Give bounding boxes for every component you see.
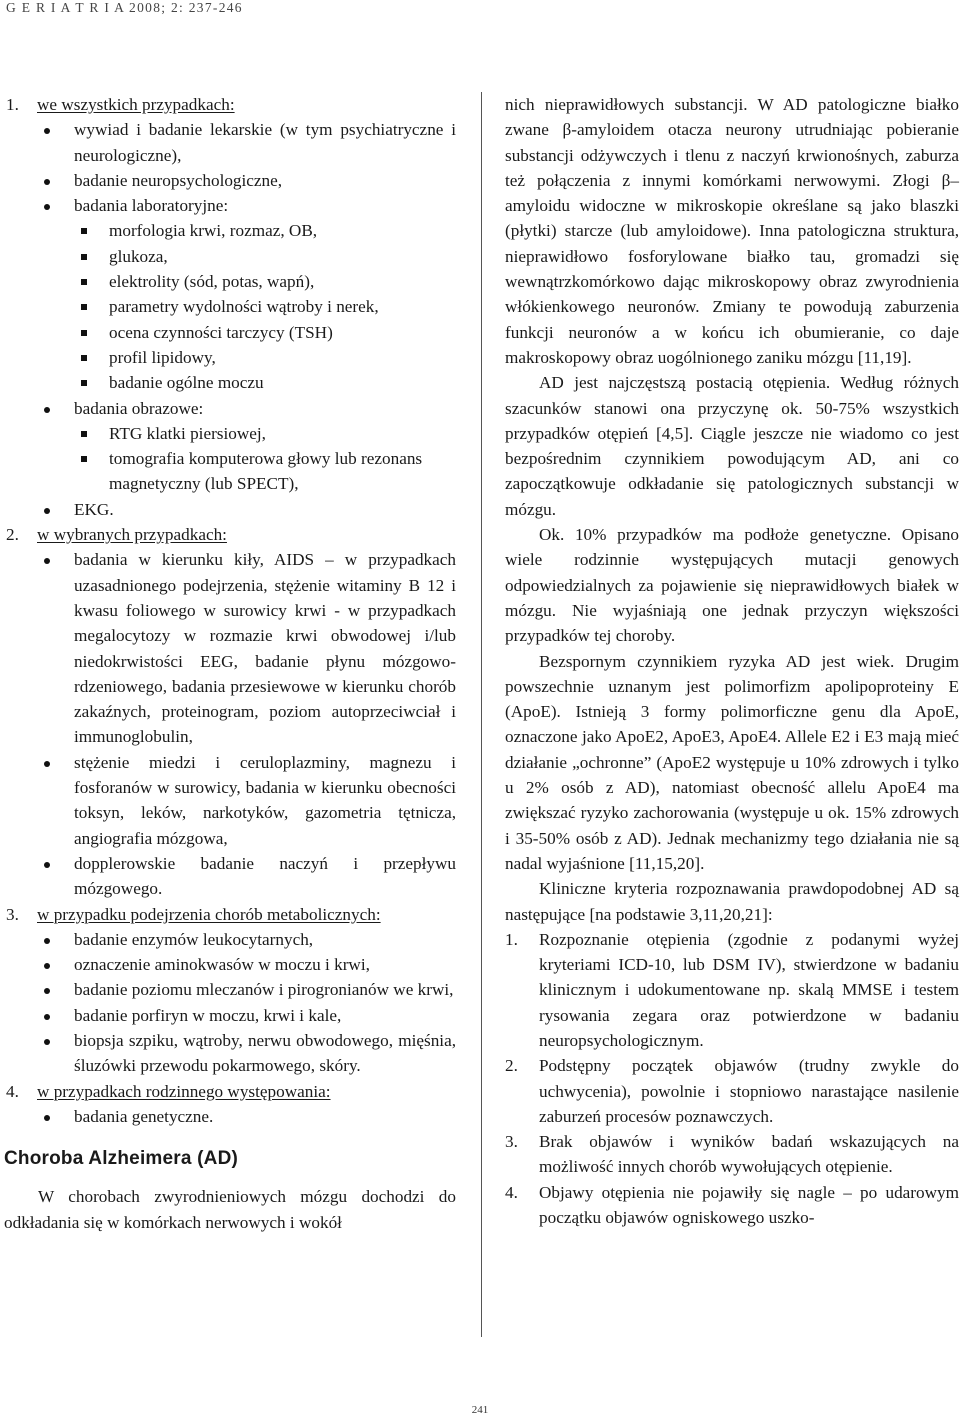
section-title: Choroba Alzheimera (AD) — [4, 1148, 239, 1170]
criterion — [505, 1053, 959, 1129]
sub-bullet-item: RTG klatki piersiowej, — [4, 421, 456, 446]
exam-list — [4, 92, 456, 1129]
sub-bullet-item: profil lipidowy, — [4, 345, 456, 370]
sub-bullet-item: tomografia komputerowa głowy lub rezonans magnetyczny (lub SPECT), — [4, 446, 456, 497]
bullet-item: badanie porfiryn w moczu, krwi i kale, — [4, 1003, 456, 1028]
sub-bullet-item: glukoza, — [4, 244, 456, 269]
exam-group — [4, 522, 456, 901]
criterion-text: Rozpoznanie otępienia (zgodnie z podanymi wyżej kryteriami ICD-10, lub DSM IV), stwierdzone w badaniu klinicznym i udokumentowane np. skalą MMSE i testem rysowania zegara oraz potwierdzone w badaniu neuropsychologicznym. — [539, 929, 959, 1050]
item-number: 1. — [6, 95, 19, 114]
item-title: w wybranych przypadkach: — [37, 525, 227, 545]
item-title: we wszystkich przypadkach: — [37, 95, 235, 114]
bullet-item: EKG. — [4, 497, 456, 522]
bullet-item: oznaczenie aminokwasów w moczu i krwi, — [4, 952, 456, 977]
exam-group — [4, 1079, 456, 1130]
bullet-item: badania w kierunku kiły, AIDS – w przypadkach uzasadnionego podejrzenia, stężenie witaminy B 12 i kwasu foliowego w surowicy krwi - w przypadkach megalocytozy w rozmazie krwi obwodowej i/lub niedokrwistości EEG, badanie płynu mózgowo-rdzeniowego, badania przesiewowe w kierunku chorób zakaźnych, proteinogram, poziom autoprzeciwciał i immunoglobulin, — [4, 547, 456, 749]
item-number: 2. — [6, 525, 19, 545]
bullet-item: badanie enzymów leukocytarnych, — [4, 927, 456, 952]
criterion-text: Podstępny początek objawów (trudny zwykle do uchwycenia), powolnie i stopniowo narastające nasilenie zaburzeń procesów poznawczych. — [539, 1056, 959, 1126]
right-column — [505, 92, 959, 1230]
criterion-number: 4. — [505, 1182, 518, 1202]
bullet-item: stężenie miedzi i ceruloplazminy, magnezu i fosforanów w surowicy, badania w kierunku obecności toksyn, leków, narkotyków, gazometria tętnicza, angiografia mózgowa, — [4, 750, 456, 851]
page-number: 241 — [471, 1404, 489, 1416]
item-title: w przypadkach rodzinnego występowania: — [37, 1081, 331, 1101]
item-number: 3. — [6, 904, 19, 924]
paragraph: Bezspornym czynnikiem ryzyka AD jest wiek. Drugim powszechnie uznanym jest polimorfizm apolipoproteiny E (ApoE). Istnieją 3 formy polimorficzne genu dla ApoE, oznaczone jako ApoE2, ApoE3, ApoE4. Allele E2 i E3 mają mieć działanie „ochronne” (ApoE2 występuje u 10% zdrowych i tylko u 2% osób z AD), natomiast obecność allelu ApoE4 ma zwiększać ryzyko zachorowania (występuje u ok. 15% zdrowych i 35-50% osób z AD). Jednak mechanizmy tego działania nie są nadal wyjaśnione [11,15,20]. — [505, 651, 959, 873]
bullet-item: badania genetyczne. — [4, 1104, 456, 1129]
sub-bullet-item: badanie ogólne moczu — [4, 370, 456, 395]
criterion-number: 1. — [505, 929, 518, 949]
criterion-text: Brak objawów i wyników badań wskazujących na możliwość innych chorób wywołujących otępienie. — [539, 1132, 959, 1177]
running-head: G E R I A T R I A 2008; 2: 237-246 — [6, 0, 243, 15]
bullet-item: wywiad i badanie lekarskie (w tym psychiatryczne i neurologiczne), — [4, 117, 456, 168]
criterion — [505, 1180, 959, 1231]
section-paragraph: W chorobach zwyrodnieniowych mózgu dochodzi do odkładania się w komórkach nerwowych i wokół — [4, 1187, 456, 1232]
criteria-list — [505, 927, 959, 1231]
column-divider — [481, 92, 482, 1337]
sub-bullet-item: ocena czynności tarczycy (TSH) — [4, 320, 456, 345]
bullet-item: badanie neuropsychologiczne, — [4, 168, 456, 193]
bullet-item: badanie poziomu mleczanów i pirogronianów we krwi, — [4, 977, 456, 1002]
criterion — [505, 927, 959, 1053]
bullet-list — [37, 927, 456, 1079]
exam-group — [4, 902, 456, 1079]
criterion — [505, 1129, 959, 1180]
paragraph: nich nieprawidłowych substancji. W AD patologiczne białko zwane β-amyloidem otacza neurony utrudniając pobieranie substancji odżywczych i tlenu z naczyń krwionośnych, zaburza też połączenia z innymi komórkami nerwowymi. Złogi β–amyloidu widoczne w mikroskopie określane są jako blaszki (płytki) starcze (lub amyloidowe). Inna patologiczna struktura, nieprawidłowo fosforylowane białko tau, gromadzi się wewnątrzkomórkowo dając mikroskopowy obraz zwyrodnienia włókienkowego neuronów. Zmiany te powodują zaburzenia funkcji neuronów a w końcu ich obumieranie, co daje makroskopowy obraz uogólnionego zaniku mózgu [11,19]. — [505, 95, 959, 367]
bullet-item: badania obrazowe: — [4, 396, 456, 421]
body-text — [505, 92, 959, 927]
criterion-number: 2. — [505, 1056, 518, 1076]
bullet-item: badania laboratoryjne: — [4, 193, 456, 218]
sub-bullet-item: elektrolity (sód, potas, wapń), — [4, 269, 456, 294]
bullet-item: dopplerowskie badanie naczyń i przepływu mózgowego. — [4, 851, 456, 902]
paragraph: Kliniczne kryteria rozpoznawania prawdopodobnej AD są następujące [na podstawie 3,11,20,21]: — [505, 879, 959, 924]
bullet-list — [37, 547, 456, 901]
item-title: w przypadku podejrzenia chorób metabolicznych: — [37, 904, 381, 924]
item-number: 4. — [6, 1081, 19, 1101]
paragraph: AD jest najczęstszą postacią otępienia. Według różnych szacunków stanowi ona przyczynę ok. 50-75% wszystkich przypadków otępień [4,5]. Ciągle jeszcze nie wiadomo co jest bezpośrednim czynnikiem powodującym AD, ani co zapoczątkowuje odkładanie się patologicznych substancji w mózgu. — [505, 373, 959, 519]
sub-bullet-item: morfologia krwi, rozmaz, OB, — [4, 218, 456, 243]
criterion-number: 3. — [505, 1132, 518, 1152]
paragraph: Ok. 10% przypadków ma podłoże genetyczne. Opisano wiele rodzinnie występujących mutacji genowych odpowiedzialnych za pojawienie się nieprawidłowych białek w mózgu. Nie wyjaśniają one jednak przyczyn większości przypadków tej choroby. — [505, 525, 959, 646]
bullet-list — [37, 1104, 456, 1129]
criterion-text: Objawy otępienia nie pojawiły się nagle – po udarowym początku objawów ogniskowego uszko- — [539, 1182, 959, 1228]
sub-bullet-item: parametry wydolności wątroby i nerek, — [4, 294, 456, 319]
bullet-item: biopsja szpiku, wątroby, nerwu obwodowego, mięśnia, śluzówki przewodu pokarmowego, skóry. — [4, 1028, 456, 1079]
bullet-list — [37, 117, 456, 522]
left-column — [4, 92, 456, 1235]
exam-group — [4, 92, 456, 522]
